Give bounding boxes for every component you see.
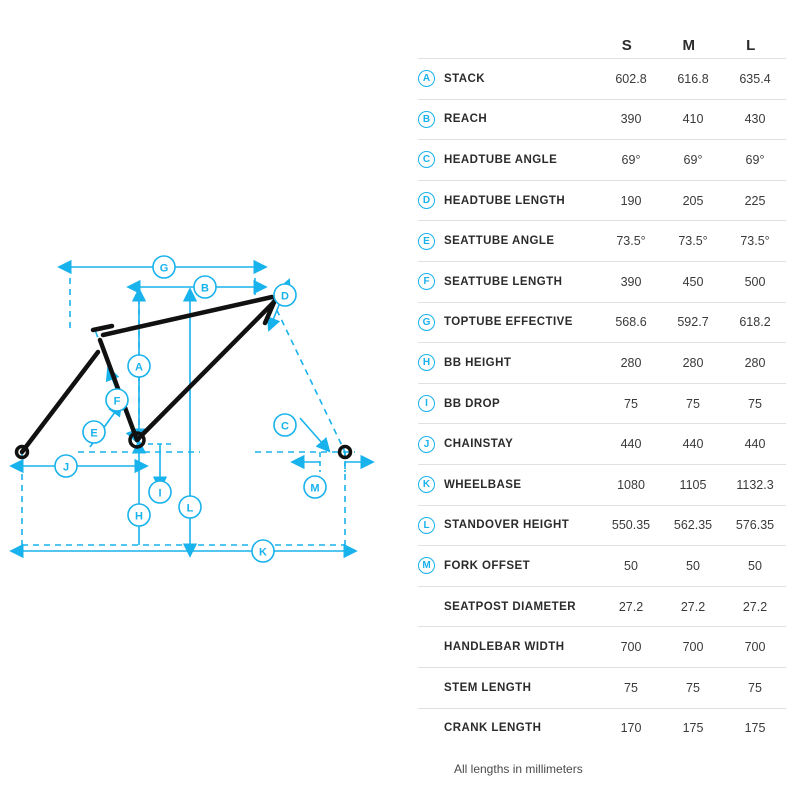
spec-value-s: 50 [624,558,638,573]
spec-name: HEADTUBE LENGTH [444,194,566,207]
table-row [418,58,786,99]
table-row [418,667,786,708]
table-row [418,99,786,140]
spec-name: SEATTUBE ANGLE [444,235,555,248]
spec-value-s: 280 [620,355,642,370]
spec-value-l: 1132.3 [736,477,774,492]
column-header-s: S [621,37,633,54]
callout-C [274,414,296,436]
spec-name: SEATPOST DIAMETER [444,600,577,613]
spec-value-m: 73.5° [678,234,708,249]
spec-value-m: 562.35 [673,518,713,533]
spec-name: TOPTUBE EFFECTIVE [444,316,573,329]
callout-badge-b: B [418,111,435,128]
spec-value-s: 390 [620,274,642,289]
spec-name: REACH [444,113,488,126]
svg-text:H: H [135,510,143,523]
spec-label-cell [418,70,600,87]
spec-value-m: 205 [682,193,704,208]
svg-text:I: I [158,487,162,500]
spec-value-m: 450 [682,274,704,289]
spec-value-l: 69° [745,152,765,167]
spec-value-m: 1105 [679,477,707,492]
callout-H [128,504,150,526]
spec-value-l: 27.2 [742,599,768,614]
spec-value-s: 75 [624,680,638,695]
geometry-spec-table [418,14,786,776]
callout-badge-j: J [418,436,435,453]
table-row [418,139,786,180]
spec-value-s: 390 [620,112,642,127]
callout-M [304,476,326,498]
spec-label-cell [418,598,600,615]
callout-badge-empty [418,720,435,737]
spec-value-m: 69° [683,152,703,167]
spec-value-l: 225 [744,193,766,208]
spec-name: SEATTUBE LENGTH [444,275,563,288]
spec-name: BB HEIGHT [444,356,512,369]
spec-value-s: 27.2 [618,599,644,614]
spec-value-s: 1080 [617,477,645,492]
spec-name: STANDOVER HEIGHT [444,519,570,532]
table-row [418,342,786,383]
spec-value-m: 616.8 [677,71,709,86]
svg-text:E: E [90,427,98,440]
callout-badge-d: D [418,192,435,209]
spec-name: BB DROP [444,397,501,410]
bicycle-frame-outline [22,291,279,452]
callout-A [128,355,150,377]
callout-badge-k: K [418,476,435,493]
callout-badge-empty [418,679,435,696]
svg-text:K: K [259,546,267,559]
callout-badge-i: I [418,395,435,412]
spec-value-m: 440 [682,437,704,452]
spec-name: WHEELBASE [444,478,522,491]
svg-text:G: G [159,262,169,275]
table-row [418,220,786,261]
spec-value-m: 410 [682,112,704,127]
spec-name: CHAINSTAY [444,438,514,451]
spec-name: HEADTUBE ANGLE [444,153,558,166]
spec-value-l: 576.35 [735,518,775,533]
svg-text:M: M [310,482,320,495]
spec-label-cell [418,476,600,493]
spec-value-l: 73.5° [740,234,770,249]
spec-label-cell [418,436,600,453]
column-header-m: M [682,37,696,54]
callout-F [106,389,128,411]
spec-label-cell [418,111,600,128]
spec-label-cell [418,151,600,168]
svg-text:D: D [281,290,289,303]
table-header-row [418,14,786,58]
svg-text:A: A [135,361,143,374]
svg-text:C: C [281,420,289,433]
spec-value-s: 440 [620,437,642,452]
callout-badge-empty [418,639,435,656]
callout-badge-m: M [418,557,435,574]
spec-value-s: 73.5° [616,234,646,249]
spec-value-l: 430 [744,112,766,127]
spec-value-s: 75 [624,396,638,411]
spec-label-cell [418,557,600,574]
callout-I [149,481,171,503]
table-body [418,58,786,748]
table-row [418,180,786,221]
svg-text:L: L [186,502,194,515]
spec-label-cell [418,314,600,331]
spec-value-m: 280 [682,355,704,370]
callout-badge-a: A [418,70,435,87]
spec-value-s: 69° [621,152,641,167]
spec-value-s: 550.35 [611,518,651,533]
spec-value-m: 27.2 [680,599,706,614]
spec-name: STACK [444,72,486,85]
spec-value-l: 618.2 [739,315,771,330]
spec-label-cell [418,639,600,656]
spec-value-m: 175 [682,721,704,736]
callout-badge-h: H [418,354,435,371]
spec-value-l: 280 [744,355,766,370]
spec-name: HANDLEBAR WIDTH [444,641,565,654]
callout-badge-empty [418,598,435,615]
spec-value-l: 500 [744,274,766,289]
callout-badge-f: F [418,273,435,290]
spec-value-s: 568.6 [615,315,647,330]
svg-text:J: J [62,461,70,474]
spec-label-cell [418,517,600,534]
spec-label-cell [418,273,600,290]
table-row [418,423,786,464]
spec-label-cell [418,720,600,737]
spec-value-m: 75 [686,680,700,695]
spec-value-l: 635.4 [739,71,771,86]
column-header-l: L [746,37,756,54]
table-row [418,545,786,586]
svg-text:B: B [201,282,209,295]
callout-D [274,284,296,306]
spec-value-s: 700 [620,640,642,655]
spec-value-s: 190 [620,193,642,208]
spec-value-l: 75 [748,680,762,695]
spec-value-m: 700 [682,640,704,655]
callout-badge-c: C [418,151,435,168]
table-row [418,586,786,627]
spec-value-m: 75 [686,396,700,411]
callout-badge-e: E [418,233,435,250]
table-row [418,302,786,343]
callout-badge-l: L [418,517,435,534]
callout-L [179,496,201,518]
spec-value-l: 700 [744,640,766,655]
spec-label-cell [418,679,600,696]
svg-text:F: F [113,395,121,408]
spec-value-l: 75 [748,396,762,411]
table-row [418,383,786,424]
table-row [418,708,786,749]
spec-value-m: 50 [686,558,700,573]
spec-name: STEM LENGTH [444,681,532,694]
spec-label-cell [418,395,600,412]
spec-value-l: 440 [744,437,766,452]
spec-value-m: 592.7 [677,315,709,330]
table-row [418,626,786,667]
spec-name: CRANK LENGTH [444,722,542,735]
spec-label-cell [418,354,600,371]
spec-value-s: 170 [620,721,642,736]
table-row [418,505,786,546]
spec-value-l: 175 [744,721,766,736]
callout-badge-g: G [418,314,435,331]
spec-name: FORK OFFSET [444,559,531,572]
callout-J [55,455,77,477]
table-footnote: All lengths in millimeters [454,762,583,777]
callout-E [83,421,105,443]
table-row [418,261,786,302]
callout-K [252,540,274,562]
callout-G [153,256,175,278]
spec-label-cell [418,233,600,250]
spec-label-cell [418,192,600,209]
callout-B [194,276,216,298]
spec-value-l: 50 [748,558,762,573]
spec-value-s: 602.8 [615,71,647,86]
table-row [418,464,786,505]
